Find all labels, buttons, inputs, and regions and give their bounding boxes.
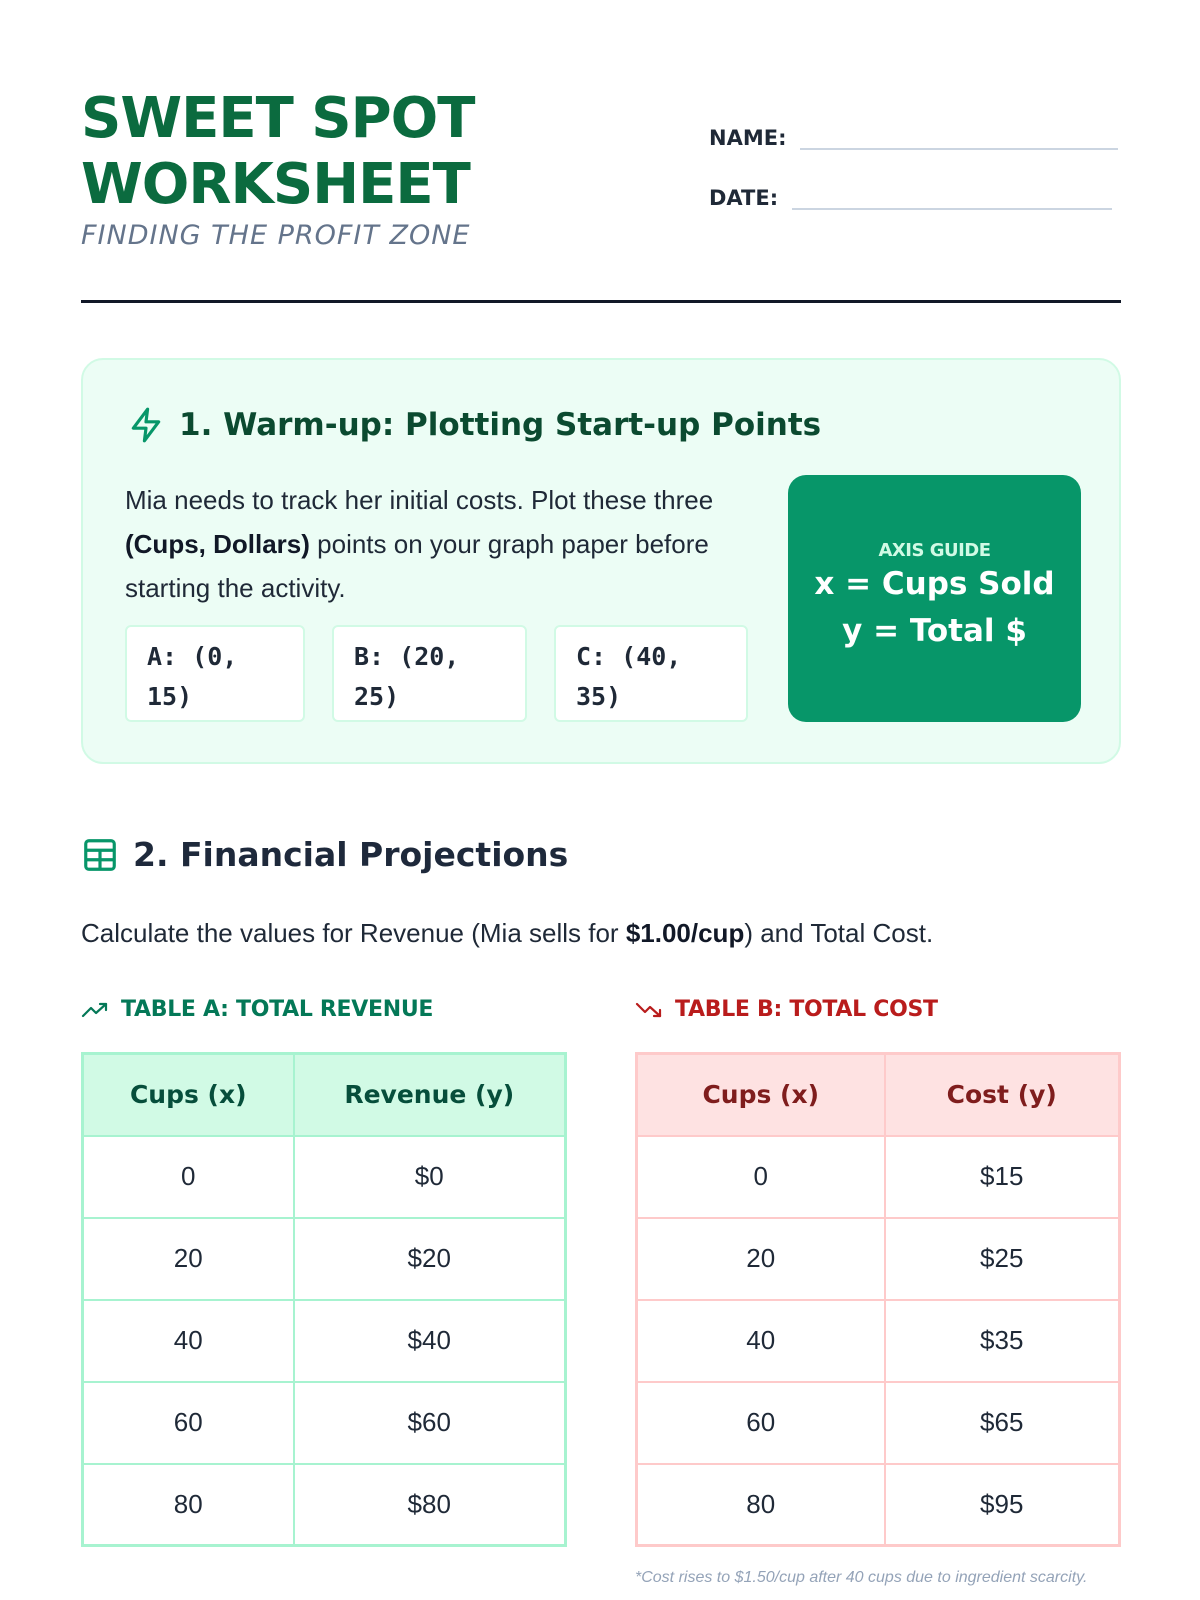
title-block (81, 86, 641, 251)
revenue-cups-cell: 80 (83, 1464, 294, 1546)
page-title-line2: WORKSHEET (81, 152, 470, 217)
table-row (83, 1464, 566, 1546)
revenue-table-header-row (83, 1054, 566, 1136)
point-b-box: B: (20, 25) (332, 625, 527, 722)
revenue-cups-cell: 0 (83, 1136, 294, 1218)
cost-cups-cell: 60 (637, 1382, 885, 1464)
table-row (637, 1300, 1120, 1382)
axis-guide-card (788, 475, 1081, 722)
projections-text-part1: Calculate the values for Revenue (Mia sells for (81, 918, 626, 948)
cost-cups-cell: 0 (637, 1136, 885, 1218)
warmup-instructions (125, 478, 765, 610)
point-c-box: C: (40, 35) (554, 625, 748, 722)
cost-cups-cell: 40 (637, 1300, 885, 1382)
revenue-table (81, 1052, 567, 1547)
revenue-header-cups: Cups (x) (83, 1054, 294, 1136)
table-row (83, 1382, 566, 1464)
axis-guide-y: y = Total $ (842, 613, 1027, 649)
table-row (83, 1218, 566, 1300)
revenue-value-cell: $20 (294, 1218, 566, 1300)
cost-header-cost: Cost (y) (885, 1054, 1120, 1136)
table-row (83, 1136, 566, 1218)
table-row (637, 1218, 1120, 1300)
revenue-value-cell: $0 (294, 1136, 566, 1218)
revenue-cups-cell: 20 (83, 1218, 294, 1300)
cost-table-header-row (637, 1054, 1120, 1136)
cost-value-cell: $95 (885, 1464, 1120, 1546)
cost-table (635, 1052, 1121, 1547)
warmup-text-part2: points on your graph paper before starting the activity. (125, 529, 709, 603)
cost-cups-cell: 80 (637, 1464, 885, 1546)
projections-text-part2: ) and Total Cost. (744, 918, 934, 948)
cost-value-cell: $65 (885, 1382, 1120, 1464)
projections-text-bold: $1.00/cup (625, 918, 745, 948)
cost-table-label (635, 997, 938, 1022)
trend-up-icon (81, 1000, 109, 1020)
cost-value-cell: $15 (885, 1136, 1120, 1218)
table-row (83, 1300, 566, 1382)
cost-cups-cell: 20 (637, 1218, 885, 1300)
revenue-cups-cell: 60 (83, 1382, 294, 1464)
table-row (637, 1136, 1120, 1218)
table-row (637, 1464, 1120, 1546)
revenue-table-label (81, 997, 433, 1022)
header-divider (81, 300, 1121, 303)
date-write-line[interactable] (792, 188, 1112, 210)
warmup-text-part1: Mia needs to track her initial costs. Plot these three (125, 485, 714, 515)
revenue-header-revenue: Revenue (y) (294, 1054, 566, 1136)
cost-value-cell: $25 (885, 1218, 1120, 1300)
page-subtitle: FINDING THE PROFIT ZONE (81, 220, 471, 251)
cost-header-cups: Cups (x) (637, 1054, 885, 1136)
warmup-text-bold: (Cups, Dollars) (125, 529, 310, 559)
warmup-heading (127, 406, 821, 444)
trend-down-icon (635, 1000, 663, 1020)
revenue-cups-cell: 40 (83, 1300, 294, 1382)
cost-footnote: *Cost rises to $1.50/cup after 40 cups due to ingredient scarcity. (635, 1569, 1088, 1586)
lightning-bolt-icon (127, 406, 165, 444)
page-title-line1: SWEET SPOT (81, 86, 475, 151)
name-field (709, 126, 1118, 150)
date-label: DATE: (709, 186, 779, 210)
point-a-box: A: (0, 15) (125, 625, 305, 722)
revenue-value-cell: $80 (294, 1464, 566, 1546)
cost-table-title: TABLE B: TOTAL COST (675, 997, 938, 1022)
warmup-card (81, 358, 1121, 764)
name-write-line[interactable] (800, 128, 1118, 150)
axis-guide-x: x = Cups Sold (814, 566, 1055, 602)
projections-instructions (81, 918, 933, 949)
projections-title: 2. Financial Projections (133, 835, 569, 874)
revenue-table-title: TABLE A: TOTAL REVENUE (121, 997, 434, 1022)
revenue-value-cell: $40 (294, 1300, 566, 1382)
name-label: NAME: (709, 126, 787, 150)
warmup-title: 1. Warm-up: Plotting Start-up Points (179, 407, 822, 443)
table-grid-icon (81, 836, 119, 874)
axis-guide-label: AXIS GUIDE (878, 540, 991, 561)
projections-heading (81, 835, 568, 874)
cost-value-cell: $35 (885, 1300, 1120, 1382)
date-field (709, 186, 1112, 210)
table-row (637, 1382, 1120, 1464)
revenue-value-cell: $60 (294, 1382, 566, 1464)
